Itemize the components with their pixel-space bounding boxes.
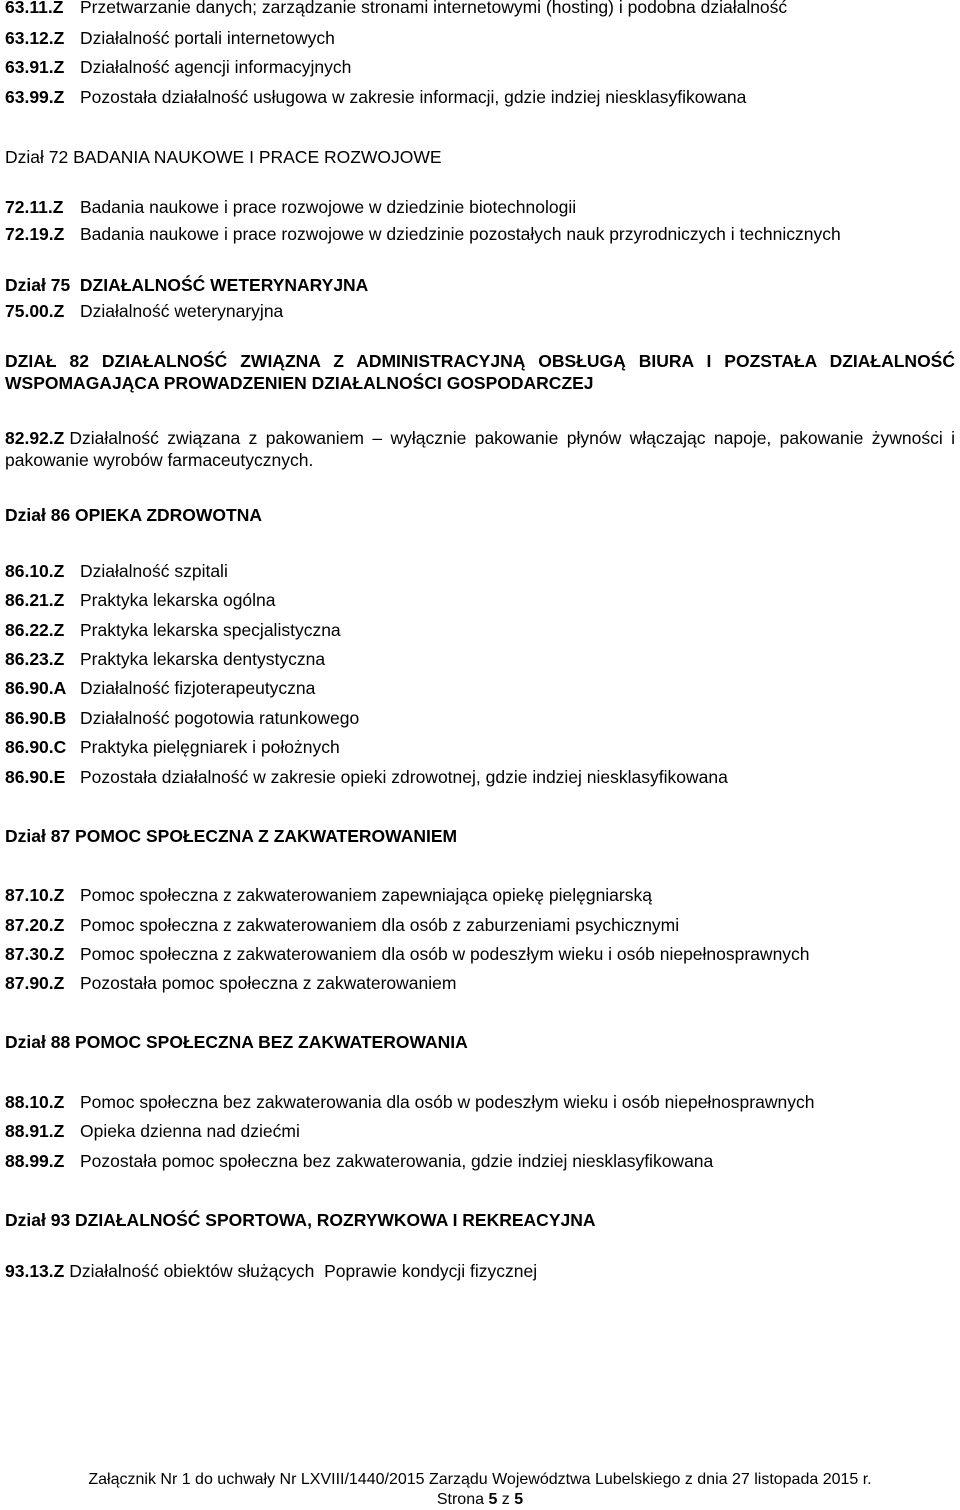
pkd-code: 63.11.Z: [5, 0, 64, 17]
pkd-description: Przetwarzanie danych; zarządzanie stronami internetowymi (hosting) i podobna działalność: [80, 0, 788, 17]
pkd-description: Pozostała działalność w zakresie opieki zdrowotnej, gdzie indziej niesklasyfikowana: [80, 767, 728, 787]
pkd-code: 87.30.Z: [5, 944, 65, 964]
pkd-description: Działalność obiektów służących Poprawie kondycji fizycznej: [69, 1261, 538, 1281]
pkd-code: 86.23.Z: [5, 649, 65, 669]
list-item: [5, 1260, 537, 1282]
pkd-description: Badania naukowe i prace rozwojowe w dziedzinie biotechnologii: [80, 197, 577, 217]
list-item: [5, 223, 841, 245]
pkd-code: 86.90.E: [5, 767, 66, 787]
list-item: [5, 56, 351, 78]
pkd-code: 63.91.Z: [5, 57, 65, 77]
pkd-code: 88.91.Z: [5, 1121, 65, 1141]
list-item: [5, 736, 340, 758]
list-item: [5, 619, 341, 641]
pkd-description: Badania naukowe i prace rozwojowe w dziedzinie pozostałych nauk przyrodniczych i technicznych: [80, 224, 841, 244]
pkd-description: Opieka dzienna nad dziećmi: [80, 1121, 300, 1141]
pkd-description: Pomoc społeczna z zakwaterowaniem zapewniająca opiekę pielęgniarską: [80, 885, 652, 905]
section-heading-dzial-75: Dział 75 DZIAŁALNOŚĆ WETERYNARYJNA: [5, 275, 369, 295]
list-item: [5, 884, 652, 906]
pkd-code: 87.10.Z: [5, 885, 65, 905]
pkd-code: 75.00.Z: [5, 301, 65, 321]
list-item: [5, 560, 228, 582]
list-item: [5, 196, 576, 218]
list-item: [5, 972, 456, 994]
list-item: [5, 86, 746, 108]
pkd-code: 72.11.Z: [5, 197, 64, 217]
list-item: [5, 943, 810, 965]
pkd-description: Działalność fizjoterapeutyczna: [80, 678, 316, 698]
section-heading-dzial-87: Dział 87 POMOC SPOŁECZNA Z ZAKWATEROWANIEM: [5, 826, 458, 846]
list-item: [5, 300, 283, 322]
pkd-description: Działalność związana z pakowaniem – wyłącznie pakowanie płynów włączając napoje, pakowanie żywności i pakowanie wyrobów farmaceutycznych.: [5, 428, 955, 470]
list-item: [5, 427, 955, 471]
list-item: [5, 648, 325, 670]
pkd-code: 87.90.Z: [5, 973, 65, 993]
pkd-description: Pomoc społeczna bez zakwaterowania dla osób w podeszłym wieku i osób niepełnosprawnych: [80, 1092, 815, 1112]
pkd-code: 63.12.Z: [5, 28, 65, 48]
pkd-code: 93.13.Z: [5, 1261, 65, 1281]
list-item: [5, 589, 276, 611]
pkd-description: Działalność szpitali: [80, 561, 228, 581]
pkd-code: 63.99.Z: [5, 87, 65, 107]
list-item: [5, 766, 728, 788]
page-total: 5: [514, 1491, 524, 1508]
pkd-description: Pomoc społeczna z zakwaterowaniem dla osób w podeszłym wieku i osób niepełnosprawnych: [80, 944, 810, 964]
list-item: [5, 0, 787, 18]
page-current: 5: [488, 1491, 498, 1508]
footer-attachment-note: Załącznik Nr 1 do uchwały Nr LXVIII/1440/2015 Zarządu Województwa Lubelskiego z dnia 27 listopada 2015 r.: [88, 1471, 872, 1488]
pkd-code: 86.90.C: [5, 737, 67, 757]
footer-page-number: [0, 1490, 960, 1510]
pkd-code: 88.99.Z: [5, 1151, 65, 1171]
pkd-description: Działalność portali internetowych: [80, 28, 335, 48]
pkd-description: Działalność pogotowia ratunkowego: [80, 708, 360, 728]
list-item: [5, 707, 359, 729]
pkd-description: Działalność agencji informacyjnych: [80, 57, 352, 77]
pkd-description: Praktyka lekarska ogólna: [80, 590, 276, 610]
pkd-code: 72.19.Z: [5, 224, 65, 244]
page-label: Strona: [436, 1491, 484, 1508]
section-heading-dzial-82: DZIAŁ 82 DZIAŁALNOŚĆ ZWIĄZNA Z ADMINISTRACYJNĄ OBSŁUGĄ BIURA I POZSTAŁA DZIAŁALNOŚĆ WSPOMAGAJĄCA PROWADZENIEN DZIAŁALNOŚCI GOSPODARCZEJ: [5, 351, 955, 393]
pkd-description: Pozostała pomoc społeczna bez zakwaterowania, gdzie indziej niesklasyfikowana: [80, 1151, 714, 1171]
page-of-label: z: [501, 1491, 510, 1508]
pkd-code: 86.90.A: [5, 678, 67, 698]
list-item: [5, 1091, 814, 1113]
section-heading-dzial-93: Dział 93 DZIAŁALNOŚĆ SPORTOWA, ROZRYWKOWA I REKREACYJNA: [5, 1210, 596, 1230]
section-heading-dzial-72: Dział 72 BADANIA NAUKOWE I PRACE ROZWOJOWE: [5, 147, 442, 167]
pkd-code: 87.20.Z: [5, 915, 65, 935]
pkd-code: 86.10.Z: [5, 561, 65, 581]
section-heading-dzial-88: Dział 88 POMOC SPOŁECZNA BEZ ZAKWATEROWANIA: [5, 1032, 468, 1052]
pkd-code: 86.90.B: [5, 708, 67, 728]
pkd-description: Praktyka lekarska specjalistyczna: [80, 620, 341, 640]
pkd-code: 86.21.Z: [5, 590, 65, 610]
pkd-description: Praktyka pielęgniarek i położnych: [80, 737, 340, 757]
pkd-description: Pozostała pomoc społeczna z zakwaterowaniem: [80, 973, 457, 993]
list-item: [5, 677, 315, 699]
pkd-description: Pozostała działalność usługowa w zakresie informacji, gdzie indziej niesklasyfikowana: [80, 87, 747, 107]
pkd-code: 82.92.Z: [5, 428, 65, 448]
list-item: [5, 1120, 300, 1142]
pkd-description: Działalność weterynaryjna: [80, 301, 284, 321]
pkd-description: Praktyka lekarska dentystyczna: [80, 649, 326, 669]
list-item: [5, 1150, 713, 1172]
list-item: [5, 914, 679, 936]
section-heading-dzial-86: Dział 86 OPIEKA ZDROWOTNA: [5, 505, 263, 525]
pkd-code: 88.10.Z: [5, 1092, 65, 1112]
pkd-description: Pomoc społeczna z zakwaterowaniem dla osób z zaburzeniami psychicznymi: [80, 915, 680, 935]
list-item: [5, 27, 335, 49]
pkd-code: 86.22.Z: [5, 620, 65, 640]
